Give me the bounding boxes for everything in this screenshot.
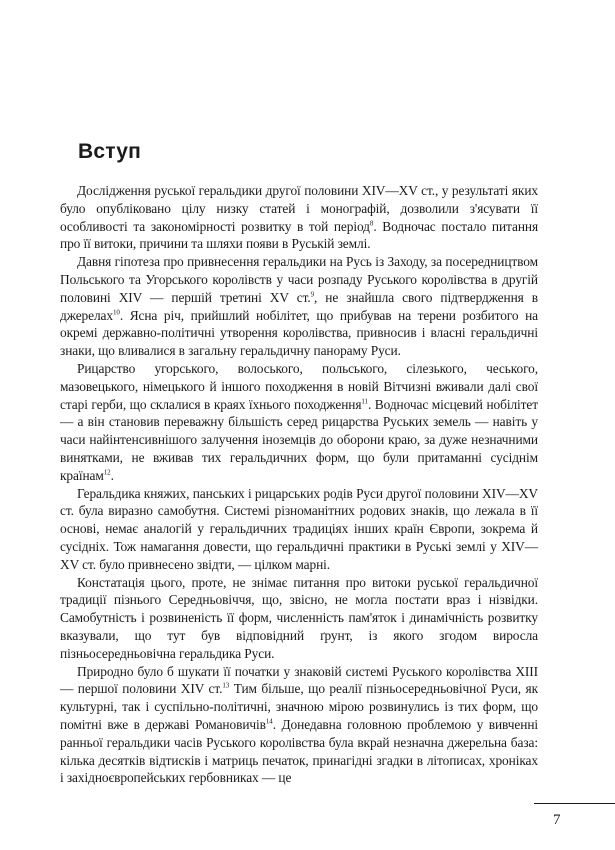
footnote-ref: 12 (103, 468, 111, 477)
text-segment: . Водночас місцевий нобілітет — а він становив переважну більшість серед рицарства Руських земель — навіть у часи найінтенсивнішого залучення іноземців до оборони краю, за дуже незначними винятками, не вживав тих геральдичних форм, що були притаманні сусіднім країнам (60, 396, 538, 483)
paragraph (60, 360, 538, 485)
footnote-ref: 11 (361, 397, 368, 406)
text-segment: Констатація цього, проте, не знімає питання про витоки руської геральдичної традиції пізнього Середньовіччя, що, звісно, не могла постати враз і нізвідки. Самобутність і розвиненість її форм, численність пам'яток і динамічність розвитку вказували, що тут був відповідний ґрунт, із якого згодом виросла пізньосередньовічна геральдика Руси. (60, 574, 538, 661)
footnote-ref: 14 (265, 717, 273, 726)
text-segment: . Донедавна головною проблемою у вивченні ранньої геральдики часів Руського королівства була вкрай незначна джерельна база: кілька десятків відтисків і матриць печаток, принагідні згадки в літописах, хроніках і західноєвропейських гербовниках — це (60, 716, 538, 786)
text-segment: . (110, 467, 114, 483)
footnote-ref: 10 (113, 308, 120, 317)
paragraph (60, 663, 538, 788)
text-segment: Тим більше, що реалії пізньосередньовічної Руси, як культурні, так і суспільно-політичні, значною мірою розвинулись із тих форм, що помітні вже в державі Романовичів (60, 681, 538, 732)
footer-rule (534, 803, 615, 804)
text-segment: Природно було б шукати її початки у знаковій системі Руського королівства XIII — першої половини XIV ст. (60, 663, 538, 697)
text-segment: Геральдика княжих, панських і рицарських родів Руси другої половини XIV—XV ст. була виразно самобутня. Системі різноманітних родових знаків, що лежала в її основі, немає аналогій у геральдичних традиціях інших країн Європи, зокрема й сусідніх. Тож намагання довести, що геральдичні практики в Руські землі у XIV—XV ст. було привнесено звідти, — цілком марні. (60, 485, 538, 572)
paragraph (60, 253, 538, 360)
paragraph (60, 485, 538, 574)
chapter-heading: Вступ (78, 140, 142, 163)
footnote-ref: 9 (310, 290, 314, 299)
text-segment: . Водночас постало питання про її витоки, причини та шляхи появи в Руській землі. (60, 218, 539, 252)
text-segment: Дослідження руської геральдики другої половини XIV—XV ст., у результаті яких було опубліковано цілу низку статей і монографій, дозволили з'ясувати її особливості та закономірності розвитку в той період (60, 183, 538, 234)
text-segment: Давня гіпотеза про привнесення геральдики на Русь із Заходу, за посередництвом Польського та Угорського королівств у часи розпаду Руського королівства в другій половині XIV — першій третині XV ст. (60, 254, 538, 305)
footnote-ref: 13 (222, 681, 230, 690)
body-text (60, 182, 538, 787)
text-segment: Рицарство угорського, волоського, польського, сілезького, чеського, мазовецького, німецького й іншого походження в новій Вітчизні вживали далі свої старі герби, що склалися в краях їхнього походження (60, 360, 538, 412)
text-segment: , не знайшла свого підтвердження в джерелах (60, 289, 538, 323)
page-number: 7 (553, 812, 561, 828)
text-segment: . Ясна річ, прийшлий нобілітет, що прибував на терени розбитого на окремі державно-політичні утворення королівства, привносив і власні геральдичні знаки, що вливалися в загальну геральдичну панораму Руси. (60, 307, 538, 359)
footnote-ref: 8 (369, 219, 374, 228)
paragraph (60, 182, 538, 253)
paragraph (60, 574, 538, 663)
